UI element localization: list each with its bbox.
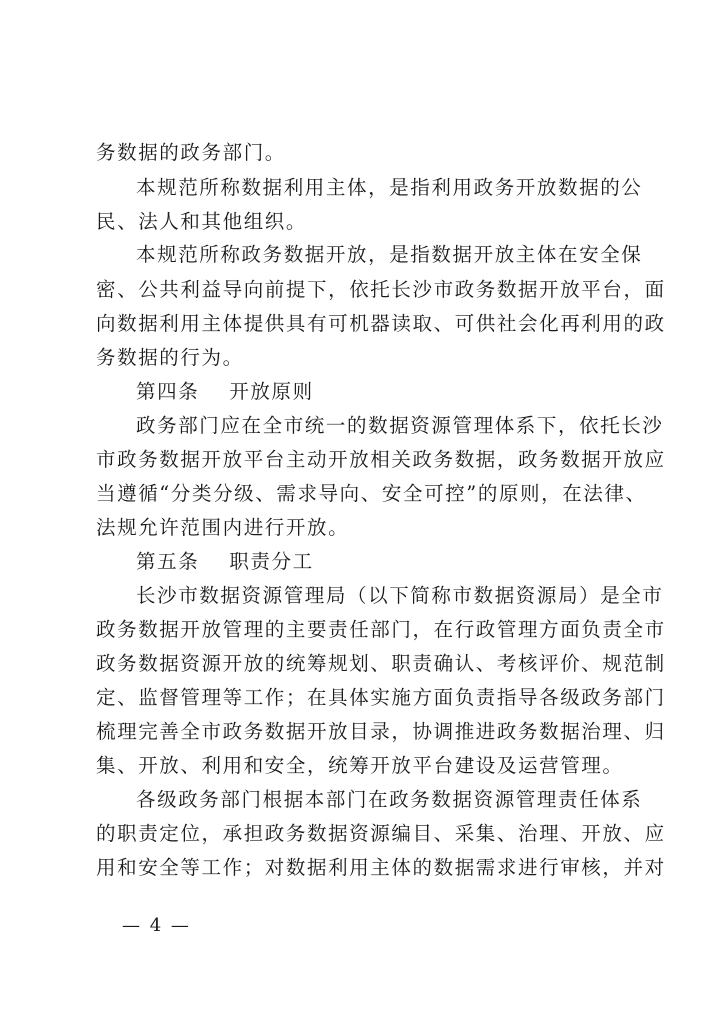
paragraph-line: 民、法人和其他组织。 xyxy=(96,210,308,233)
paragraph-line: 务数据的政务部门。 xyxy=(96,141,286,164)
article-title: 开放原则 xyxy=(229,380,314,403)
paragraph-line: 的职责定位，承担政务数据资源编目、采集、治理、开放、应 xyxy=(96,822,666,845)
paragraph-line: 向数据利用主体提供具有可机器读取、可供社会化再利用的政 xyxy=(96,312,666,335)
article-heading xyxy=(136,552,314,572)
article-title: 职责分工 xyxy=(229,550,314,573)
paragraph-line: 各级政务部门根据本部门在政务数据资源管理责任体系 xyxy=(136,788,643,811)
article-number: 第五条 xyxy=(136,550,200,573)
paragraph-line: 集、开放、利用和安全，统筹开放平台建设及运营管理。 xyxy=(96,754,624,777)
paragraph-line: 政务部门应在全市统一的数据资源管理体系下，依托长沙 xyxy=(136,414,664,437)
paragraph-line: 本规范所称政务数据开放，是指数据开放主体在安全保 xyxy=(136,243,643,266)
paragraph-line: 本规范所称数据利用主体，是指利用政务开放数据的公 xyxy=(136,176,643,199)
paragraph-line: 用和安全等工作；对数据利用主体的数据需求进行审核，并对 xyxy=(96,856,666,879)
paragraph-line: 务数据的行为。 xyxy=(96,346,244,369)
page-number: — 4 — xyxy=(122,915,191,936)
paragraph-line: 政务数据资源开放的统筹规划、职责确认、考核评价、规范制 xyxy=(96,652,666,675)
paragraph-line: 密、公共利益导向前提下，依托长沙市政务数据开放平台，面 xyxy=(96,278,666,301)
paragraph-line: 定、监督管理等工作；在具体实施方面负责指导各级政务部门 xyxy=(96,686,666,709)
paragraph-line: 当遵循“分类分级、需求导向、安全可控”的原则，在法律、 xyxy=(96,482,647,505)
article-number: 第四条 xyxy=(136,380,200,403)
article-heading xyxy=(136,382,314,402)
paragraph-line: 梳理完善全市政务数据开放目录，协调推进政务数据治理、归 xyxy=(96,720,666,743)
paragraph-line: 政务数据开放管理的主要责任部门，在行政管理方面负责全市 xyxy=(96,618,666,641)
paragraph-line: 法规允许范围内进行开放。 xyxy=(96,516,350,539)
paragraph-line: 市政务数据开放平台主动开放相关政务数据，政务数据开放应 xyxy=(96,448,666,471)
paragraph-line: 长沙市数据资源管理局（以下简称市数据资源局）是全市 xyxy=(136,584,664,607)
